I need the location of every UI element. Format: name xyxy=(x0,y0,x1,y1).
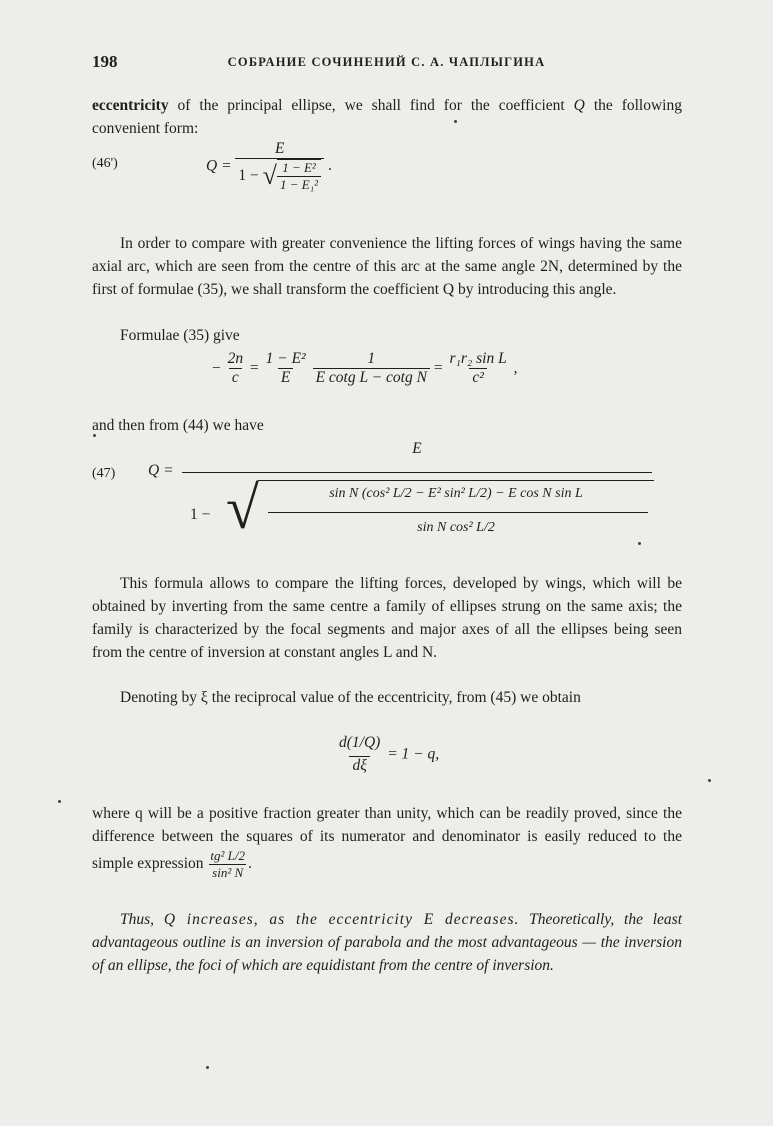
speck xyxy=(708,779,711,782)
paragraph-4: and then from (44) we have xyxy=(92,417,264,434)
paragraph-6: Denoting by ξ the reciprocal value of the eccentricity, from (45) we obtain xyxy=(120,689,581,706)
equation-tag-46: (46') xyxy=(92,156,118,171)
paragraph-3: Formulae (35) give xyxy=(120,327,240,344)
speck xyxy=(58,800,61,803)
paragraph-1: eccentricity of the principal ellipse, we shall find for the coefficient Q the following convenient form: xyxy=(92,97,682,137)
running-title: СОБРАНИЕ СОЧИНЕНИЙ С. А. ЧАПЛЫГИНА xyxy=(227,55,546,69)
equation-35: − $\frac{2n}{c}$ = $\frac{\text{1 − E²}}{E}$ $\frac{1}{\text{E cotg L − cotg N}}$ = $\frac{\text{r₁r₂ sin L}}{\text{c²}}$ , xyxy=(212,350,518,386)
page-header xyxy=(92,52,681,74)
speck xyxy=(93,434,96,437)
page: 198 СОБРАНИЕ СОЧИНЕНИЙ С. А. ЧАПЛЫГИНА eccentricity of the principal ellipse, we shall find for the coefficient Q the following convenient form: (46') Q = E 1 − √ $\frac{\text{1 − E²}}{\text{1 − E₁²}}$ . In order to compare with greater convenience the lifting forces of wings having the same axial arc, which are seen from the centre of this arc at the same angle 2N, determined by the first of formulae (35), we shall transform the coefficient Q by introducing this angle. Formulae (35) give − $\frac{2n}{c}$ = $\frac{\text{1 − E²}}{E}$ $\frac{1}{\text{E cotg L − cotg N}}$ = $\frac{\text{r₁r₂ sin L}}{\text{c²}}$ , and then from (44) we have (47) Q = E 1 − √ sin N (cos² L/2 − E² sin² L/2) − E cos N sin L sin N cos² L/2 This formula allows to compare the lifting forces, developed by wings, which will be obtained by inverting from the same centre a family of ellipses strung on the same axis; the family is characterized by the focal segments and major axes of all the ellipses being seen from the centre of inversion at constant angles L and N. Denoting by ξ the reciprocal value of the eccentricity, from (45) we obtain $\frac{d(1/Q)}{d\xi}$ = 1 − q, where q will be a positive fraction greater than unity, which can be readily proved, since the difference between the squares of its numerator and denominator is easily reduced to the simple expression $\frac{\text{tg² L/2}}{\text{sin² N}}$ . Thus, Q increases, as the eccentricity E decreases. Theoretically, the least advantageous outline is an inversion of parabola and the most advantageous — the inversion of an ellipse, the foci of which are equidistant from the centre of inversion. xyxy=(0,0,773,1126)
equation-46: Q = E 1 − √ $\frac{\text{1 − E²}}{\text{1 − E₁²}}$ . xyxy=(206,140,332,192)
equation-derivative: $\frac{d(1/Q)}{d\xi}$ = 1 − q, xyxy=(339,734,440,774)
speck xyxy=(206,1066,209,1069)
speck xyxy=(638,542,641,545)
paragraph-8: Thus, Q increases, as the eccentricity E decreases. Theoretically, the least advantageous outline is an inversion of parabola and the most advantageous — the inversion of an ellipse, the foci of which are equidistant from the centre of inversion. xyxy=(92,911,682,974)
speck xyxy=(454,120,457,123)
paragraph-5: This formula allows to compare the lifting forces, developed by wings, which will be obtained by inverting from the same centre a family of ellipses strung on the same axis; the family is characterized by the focal segments and major axes of all the ellipses being seen from the centre of inversion at constant angles L and N. xyxy=(92,575,682,661)
paragraph-2: In order to compare with greater convenience the lifting forces of wings having the same axial arc, which are seen from the centre of this arc at the same angle 2N, determined by the first of formulae (35), we shall transform the coefficient Q by introducing this angle. xyxy=(92,235,682,298)
equation-tag-47: (47) xyxy=(92,466,116,481)
paragraph-7: where q will be a positive fraction greater than unity, which can be readily proved, since the difference between the squares of its numerator and denominator is easily reduced to the simple expression $\frac{\text{tg² L/2}}{\text{sin² N}}$ . xyxy=(92,805,682,880)
bold-term: eccentricity xyxy=(92,97,169,114)
page-number: 198 xyxy=(92,52,118,71)
